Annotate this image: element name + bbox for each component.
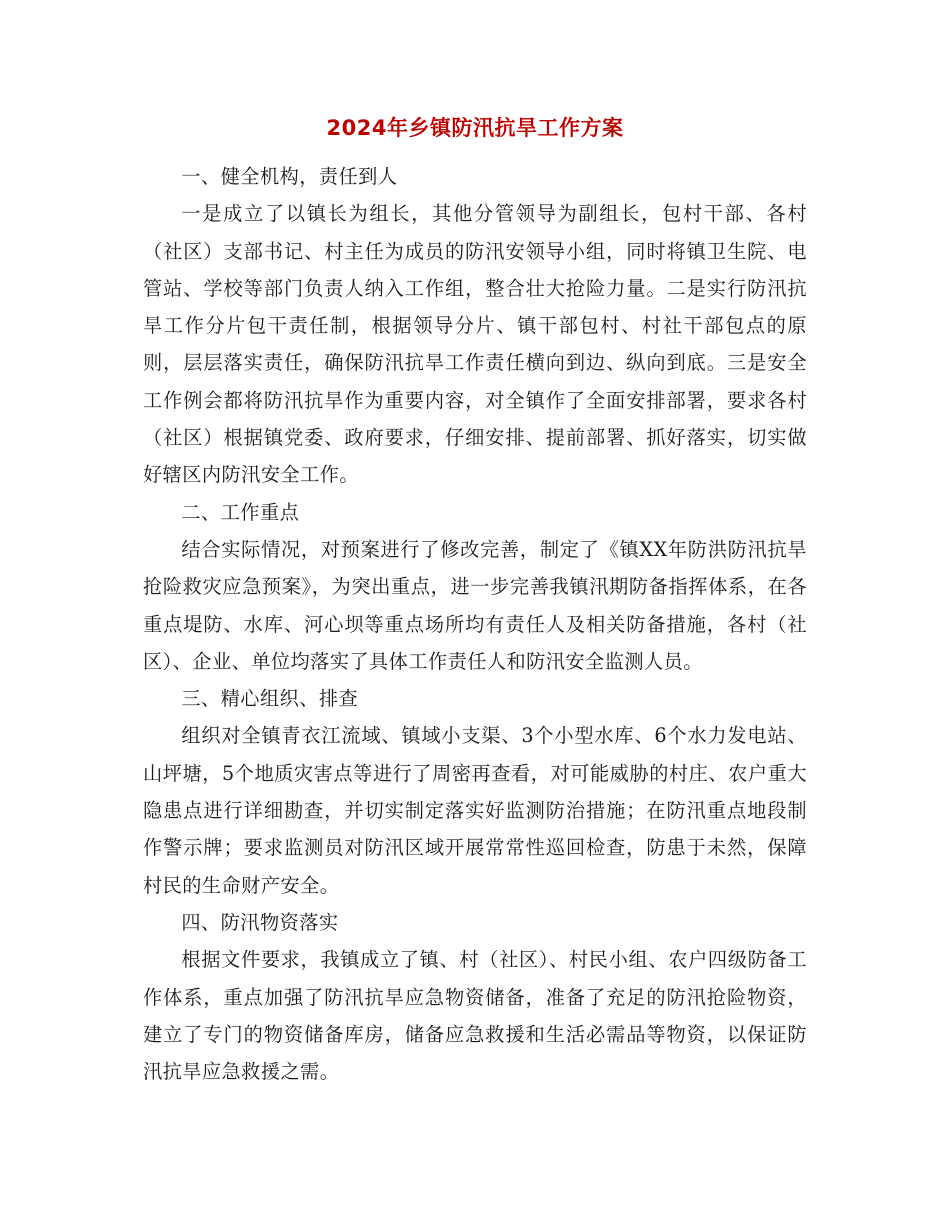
document-title: 2024年乡镇防汛抗旱工作方案	[326, 116, 624, 140]
paragraph-2: 结合实际情况，对预案进行了修改完善，制定了《镇XX年防洪防汛抗旱抢险救灾应急预案》，为突出重点，进一步完善我镇汛期防备指挥体系，在各重点堤防、水库、河心坝等重点场所均有责任人及相关防备措施，各村（社区）、企业、单位均落实了具体工作责任人和防汛安全监测人员。	[143, 537, 807, 673]
section-heading-1: 一、健全机构，责任到人	[181, 165, 398, 188]
paragraph-4: 根据文件要求，我镇成立了镇、村（社区）、村民小组、农户四级防备工作体系，重点加强了防汛抗旱应急物资储备，准备了充足的防汛抢险物资，建立了专门的物资储备库房，储备应急救援和生活必需品等物资，以保证防汛抗旱应急救援之需。	[143, 948, 807, 1084]
section-heading-2: 二、工作重点	[181, 500, 300, 524]
section-heading-4: 四、防汛物资落实	[181, 910, 339, 934]
document-body	[143, 158, 807, 1090]
section-heading-3: 三、精心组织、排查	[181, 687, 359, 711]
paragraph-3: 组织对全镇青衣江流域、镇域小支渠、3个小型水库、6个水力发电站、山坪塘，5个地质灾害点等进行了周密再查看，对可能威胁的村庄、农户重大隐患点进行详细勘查，并切实制定落实好监测防治措施；在防汛重点地段制作警示牌；要求监测员对防汛区域开展常常性巡回检查，防患于未然，保障村民的生命财产安全。	[143, 724, 807, 897]
paragraph-1: 一是成立了以镇长为组长，其他分管领导为副组长，包村干部、各村（社区）支部书记、村主任为成员的防汛安领导小组，同时将镇卫生院、电管站、学校等部门负责人纳入工作组，整合壮大抢险力量。二是实行防汛抗旱工作分片包干责任制，根据领导分片、镇干部包村、村社干部包点的原则，层层落实责任，确保防汛抗旱工作责任横向到边、纵向到底。三是安全工作例会都将防汛抗旱作为重要内容，对全镇作了全面安排部署，要求各村（社区）根据镇党委、政府要求，仔细安排、提前部署、抓好落实，切实做好辖区内防汛安全工作。	[143, 202, 807, 487]
